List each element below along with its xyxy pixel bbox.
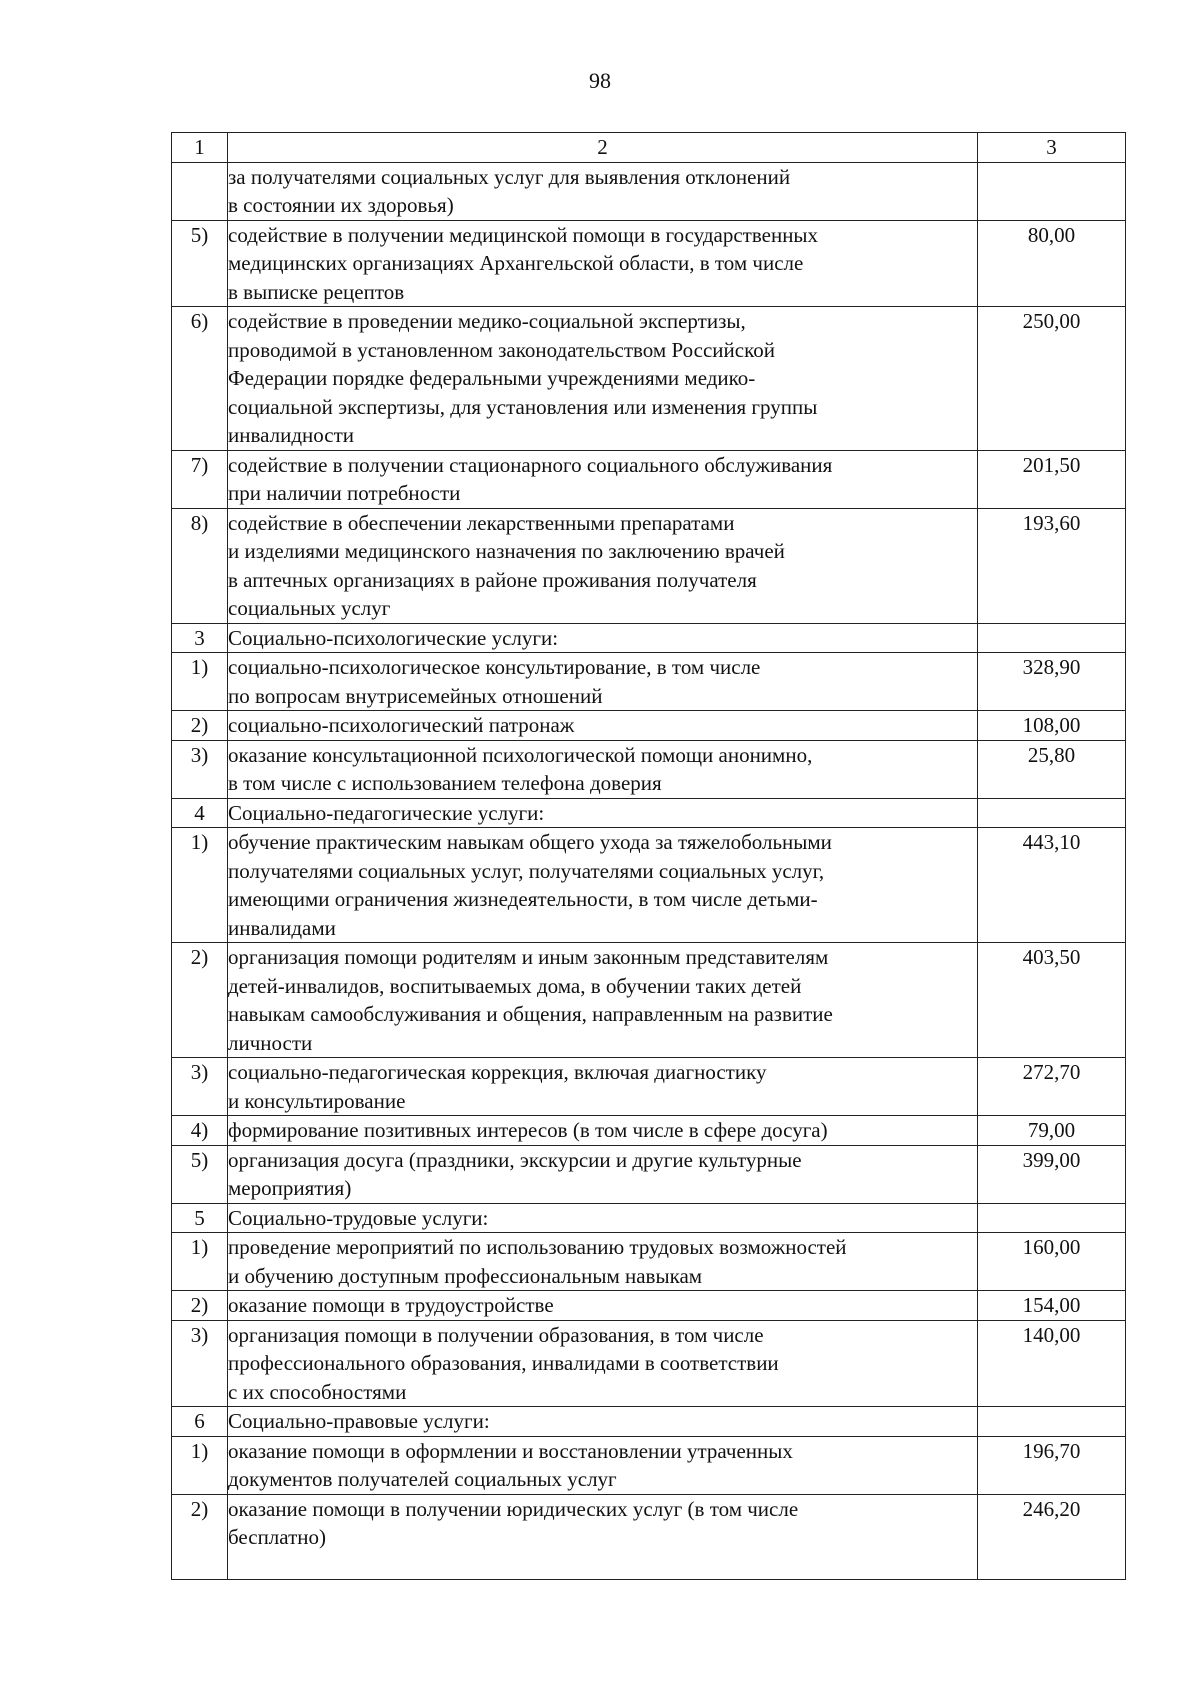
row-number: 3 xyxy=(172,623,228,653)
description-line: получателями социальных услуг, получателями социальных услуг, xyxy=(228,858,825,883)
row-number: 2) xyxy=(172,1494,228,1579)
service-description xyxy=(228,1058,978,1116)
table-row xyxy=(172,1058,1126,1116)
description-line: имеющими ограничения жизнедеятельности, в том числе детьми- xyxy=(228,887,818,911)
tariff-value xyxy=(978,1407,1126,1437)
description-line: с их способностями xyxy=(228,1379,407,1404)
description-line: в выписке рецептов xyxy=(228,279,405,304)
description-line: бесплатно) xyxy=(228,1525,326,1549)
row-number: 6) xyxy=(172,307,228,451)
service-description xyxy=(228,798,978,828)
table-header-row xyxy=(172,133,1126,163)
service-description xyxy=(228,1116,978,1146)
service-description xyxy=(228,740,978,798)
table-row xyxy=(172,653,1126,711)
row-number: 2) xyxy=(172,943,228,1058)
table-row xyxy=(172,1203,1126,1233)
description-line: социально-психологический патронаж xyxy=(228,713,575,737)
table-row xyxy=(172,740,1126,798)
description-line: навыкам самообслуживания и общения, направленным на развитие xyxy=(228,1002,833,1026)
tariff-value: 196,70 xyxy=(978,1436,1126,1494)
row-number: 7) xyxy=(172,450,228,508)
table-row xyxy=(172,1233,1126,1291)
tariff-value: 250,00 xyxy=(978,307,1126,451)
tariff-value: 443,10 xyxy=(978,828,1126,943)
tariff-value: 108,00 xyxy=(978,711,1126,741)
service-description xyxy=(228,1291,978,1321)
row-number: 6 xyxy=(172,1407,228,1437)
description-line: организация помощи родителям и иным законным представителям xyxy=(228,945,829,969)
row-number xyxy=(172,162,228,220)
table-row xyxy=(172,711,1126,741)
services-table xyxy=(171,132,1126,1580)
tariff-value: 160,00 xyxy=(978,1233,1126,1291)
tariff-value: 403,50 xyxy=(978,943,1126,1058)
description-line: организация досуга (праздники, экскурсии и другие культурные xyxy=(228,1147,802,1172)
table-row xyxy=(172,1494,1126,1579)
row-number: 8) xyxy=(172,508,228,623)
description-line: социальной экспертизы, для установления или изменения группы xyxy=(228,394,818,419)
table-row xyxy=(172,1145,1126,1203)
tariff-value: 328,90 xyxy=(978,653,1126,711)
table-row xyxy=(172,623,1126,653)
column-header-3: 3 xyxy=(978,133,1126,163)
description-line: Социально-правовые услуги: xyxy=(228,1409,490,1433)
row-number: 1) xyxy=(172,653,228,711)
table-row xyxy=(172,828,1126,943)
description-line: оказание помощи в трудоустройстве xyxy=(228,1293,554,1317)
service-description xyxy=(228,1407,978,1437)
description-line: Социально-трудовые услуги: xyxy=(228,1205,489,1230)
service-description xyxy=(228,1145,978,1203)
table-row xyxy=(172,220,1126,307)
service-description xyxy=(228,220,978,307)
tariff-value: 80,00 xyxy=(978,220,1126,307)
description-line: организация помощи в получении образования, в том числе xyxy=(228,1322,764,1347)
tariff-value: 399,00 xyxy=(978,1145,1126,1203)
service-description xyxy=(228,307,978,451)
table-row xyxy=(172,162,1126,220)
tariff-value: 193,60 xyxy=(978,508,1126,623)
row-number: 1) xyxy=(172,1436,228,1494)
service-description xyxy=(228,1494,978,1579)
description-line: Федерации порядке федеральными учреждениями медико- xyxy=(228,366,756,390)
tariff-value: 272,70 xyxy=(978,1058,1126,1116)
table-row xyxy=(172,508,1126,623)
service-description xyxy=(228,1233,978,1291)
description-line: личности xyxy=(228,1030,313,1055)
description-line: и обучению доступным профессиональным навыкам xyxy=(228,1263,703,1288)
table-row xyxy=(172,1407,1126,1437)
description-line: медицинских организациях Архангельской области, в том числе xyxy=(228,251,804,275)
service-description xyxy=(228,943,978,1058)
tariff-value: 140,00 xyxy=(978,1320,1126,1407)
row-number: 5) xyxy=(172,220,228,307)
service-description xyxy=(228,1320,978,1407)
service-description xyxy=(228,653,978,711)
description-line: Социально-педагогические услуги: xyxy=(228,800,545,825)
row-number: 4 xyxy=(172,798,228,828)
tariff-value: 79,00 xyxy=(978,1116,1126,1146)
description-line: мероприятия) xyxy=(228,1176,352,1200)
table-row xyxy=(172,1320,1126,1407)
description-line: оказание консультационной психологической помощи анонимно, xyxy=(228,742,813,767)
tariff-value xyxy=(978,1203,1126,1233)
description-line: в аптечных организациях в районе проживания получателя xyxy=(228,567,757,592)
table-row xyxy=(172,798,1126,828)
description-line: детей-инвалидов, воспитываемых дома, в обучении таких детей xyxy=(228,973,802,998)
table-row xyxy=(172,450,1126,508)
table-row xyxy=(172,1291,1126,1321)
description-line: социально-педагогическая коррекция, включая диагностику xyxy=(228,1060,767,1084)
column-header-1: 1 xyxy=(172,133,228,163)
table-row xyxy=(172,943,1126,1058)
tariff-value: 246,20 xyxy=(978,1494,1126,1579)
description-line: проводимой в установленном законодательством Российской xyxy=(228,337,775,362)
row-number: 3) xyxy=(172,740,228,798)
description-line: в том числе с использованием телефона доверия xyxy=(228,771,662,795)
service-description xyxy=(228,450,978,508)
row-number: 3) xyxy=(172,1058,228,1116)
description-line: в состоянии их здоровья) xyxy=(228,193,454,217)
service-description xyxy=(228,623,978,653)
table-row xyxy=(172,1436,1126,1494)
service-description xyxy=(228,162,978,220)
tariff-value: 201,50 xyxy=(978,450,1126,508)
tariff-value xyxy=(978,162,1126,220)
description-line: содействие в проведении медико-социальной экспертизы, xyxy=(228,309,746,333)
description-line: обучение практическим навыкам общего ухода за тяжелобольными xyxy=(228,830,832,854)
tariff-value: 154,00 xyxy=(978,1291,1126,1321)
description-line: содействие в получении медицинской помощи в государственных xyxy=(228,222,819,247)
column-header-2: 2 xyxy=(228,133,978,163)
table-body xyxy=(172,133,1126,1580)
tariff-value: 25,80 xyxy=(978,740,1126,798)
description-line: профессионального образования, инвалидами в соответствии xyxy=(228,1351,779,1375)
description-line: содействие в обеспечении лекарственными препаратами xyxy=(228,510,735,535)
description-line: Социально-психологические услуги: xyxy=(228,625,559,650)
row-number: 5 xyxy=(172,1203,228,1233)
page-number: 98 xyxy=(589,68,611,93)
table-row xyxy=(172,1116,1126,1146)
description-line: формирование позитивных интересов (в том числе в сфере досуга) xyxy=(228,1118,828,1142)
service-description xyxy=(228,711,978,741)
description-line: оказание помощи в оформлении и восстановлении утраченных xyxy=(228,1438,793,1463)
description-line: и изделиями медицинского назначения по заключению врачей xyxy=(228,539,785,563)
description-line: инвалидами xyxy=(228,915,336,940)
row-number: 1) xyxy=(172,1233,228,1291)
description-line: оказание помощи в получении юридических услуг (в том числе xyxy=(228,1496,799,1521)
row-number: 3) xyxy=(172,1320,228,1407)
description-line: проведение мероприятий по использованию трудовых возможностей xyxy=(228,1235,847,1259)
row-number: 2) xyxy=(172,711,228,741)
description-line: и консультирование xyxy=(228,1088,406,1113)
row-number: 1) xyxy=(172,828,228,943)
description-line: документов получателей социальных услуг xyxy=(228,1467,617,1491)
row-number: 5) xyxy=(172,1145,228,1203)
row-number: 2) xyxy=(172,1291,228,1321)
tariff-value xyxy=(978,623,1126,653)
description-line: за получателями социальных услуг для выявления отклонений xyxy=(228,164,791,189)
service-description xyxy=(228,508,978,623)
description-line: социально-психологическое консультирование, в том числе xyxy=(228,655,761,679)
table-row xyxy=(172,307,1126,451)
description-line: содействие в получении стационарного социального обслуживания xyxy=(228,452,833,477)
description-line: социальных услуг xyxy=(228,596,391,620)
description-line: инвалидности xyxy=(228,423,355,447)
service-description xyxy=(228,1436,978,1494)
tariff-value xyxy=(978,798,1126,828)
service-description xyxy=(228,828,978,943)
description-line: по вопросам внутрисемейных отношений xyxy=(228,683,603,708)
row-number: 4) xyxy=(172,1116,228,1146)
description-line: при наличии потребности xyxy=(228,481,461,505)
service-description xyxy=(228,1203,978,1233)
